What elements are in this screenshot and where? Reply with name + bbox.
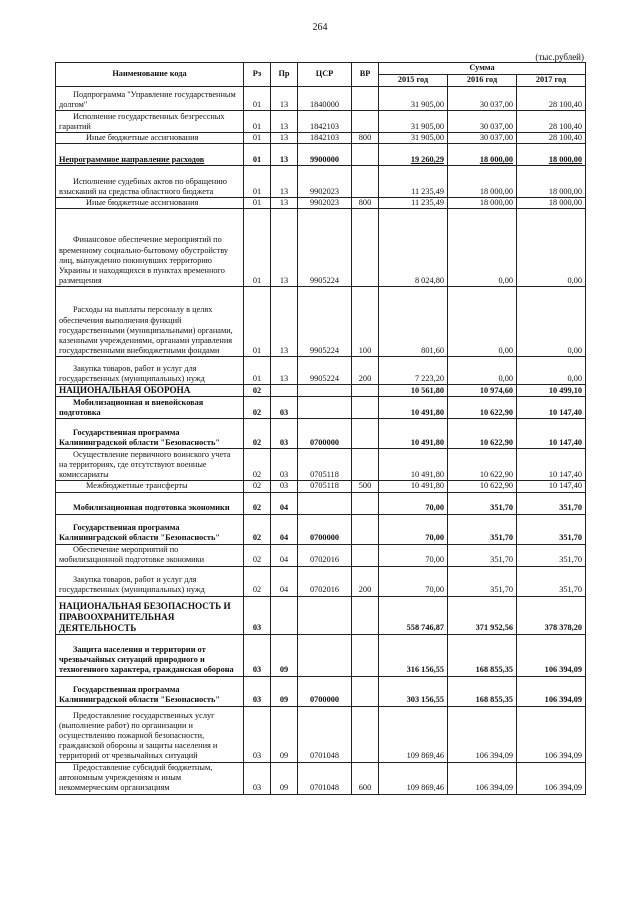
row-csr-cell: 9902023: [298, 198, 352, 209]
table-row: [56, 166, 586, 198]
row-rz-cell: 02: [244, 492, 271, 514]
row-pr-cell: 13: [271, 357, 298, 385]
header-name: Наименование кода: [56, 63, 244, 87]
row-vr-cell: [352, 397, 379, 419]
row-name-cell: Государственная программа Калининградской области "Безопасность": [56, 419, 244, 449]
table-row: [56, 397, 586, 419]
row-csr-cell: [298, 385, 352, 397]
row-2017-cell: 378 378,20: [517, 596, 586, 634]
row-2017-cell: 18 000,00: [517, 198, 586, 209]
row-2017-cell: 10 147,40: [517, 397, 586, 419]
table-row: [56, 144, 586, 166]
row-2017-cell: 28 100,40: [517, 87, 586, 111]
row-2017-cell: 28 100,40: [517, 133, 586, 144]
row-2016-cell: 18 000,00: [448, 198, 517, 209]
row-rz-cell: 02: [244, 514, 271, 544]
row-rz-cell: 03: [244, 706, 271, 762]
row-pr-cell: [271, 596, 298, 634]
row-2016-cell: 0,00: [448, 287, 517, 357]
row-pr-cell: 13: [271, 133, 298, 144]
page-number: 264: [312, 22, 328, 33]
row-2017-cell: 351,70: [517, 514, 586, 544]
header-2017: 2017 год: [517, 75, 586, 87]
row-vr-cell: [352, 87, 379, 111]
row-vr-cell: 600: [352, 762, 379, 794]
table-row: [56, 762, 586, 794]
row-2017-cell: 0,00: [517, 287, 586, 357]
row-name-cell: Государственная программа Калининградской области "Безопасность": [56, 514, 244, 544]
row-name-cell: Финансовое обеспечение мероприятий по временному социально-бытовому обустройству лиц, вынужденно покинувших территорию Украины и находящихся в пунктах временного размещения: [56, 209, 244, 287]
row-vr-cell: [352, 209, 379, 287]
row-2017-cell: 106 394,09: [517, 634, 586, 676]
row-rz-cell: 02: [244, 481, 271, 492]
row-rz-cell: 03: [244, 634, 271, 676]
row-2016-cell: 30 037,00: [448, 111, 517, 133]
row-csr-cell: 1842103: [298, 133, 352, 144]
row-2016-cell: 30 037,00: [448, 133, 517, 144]
header-2016: 2016 год: [448, 75, 517, 87]
row-2016-cell: 168 855,35: [448, 634, 517, 676]
row-pr-cell: 04: [271, 544, 298, 566]
header-vr: ВР: [352, 63, 379, 87]
row-pr-cell: 13: [271, 287, 298, 357]
row-rz-cell: 01: [244, 287, 271, 357]
row-name-cell: Расходы на выплаты персоналу в целях обеспечения выполнения функций государственными (муниципальными) органами, казенными учреждениями, органами управления государственными внебюджетными фондами: [56, 287, 244, 357]
row-2017-cell: 106 394,09: [517, 676, 586, 706]
row-name-cell: Мобилизационная и вневойсковая подготовка: [56, 397, 244, 419]
table-row: [56, 385, 586, 397]
table-row: [56, 566, 586, 596]
row-2015-cell: 10 491,80: [379, 419, 448, 449]
row-pr-cell: 13: [271, 144, 298, 166]
row-csr-cell: 0701048: [298, 706, 352, 762]
row-rz-cell: 03: [244, 596, 271, 634]
row-csr-cell: [298, 634, 352, 676]
row-csr-cell: 0700000: [298, 419, 352, 449]
row-csr-cell: 0702016: [298, 544, 352, 566]
row-2016-cell: 0,00: [448, 357, 517, 385]
row-vr-cell: [352, 111, 379, 133]
header-pr: Пр: [271, 63, 298, 87]
table-row: [56, 111, 586, 133]
row-pr-cell: 13: [271, 198, 298, 209]
table-row: [56, 357, 586, 385]
row-rz-cell: 03: [244, 676, 271, 706]
table-row: [56, 419, 586, 449]
row-csr-cell: 0705118: [298, 481, 352, 492]
row-pr-cell: 13: [271, 209, 298, 287]
row-vr-cell: [352, 144, 379, 166]
row-rz-cell: 01: [244, 357, 271, 385]
row-2015-cell: 8 024,80: [379, 209, 448, 287]
row-name-cell: Иные бюджетные ассигнования: [56, 198, 244, 209]
row-name-cell: Закупка товаров, работ и услуг для государственных (муниципальных) нужд: [56, 566, 244, 596]
row-2015-cell: 70,00: [379, 492, 448, 514]
row-2015-cell: 19 260,29: [379, 144, 448, 166]
row-pr-cell: 13: [271, 111, 298, 133]
row-csr-cell: 9905224: [298, 287, 352, 357]
row-2015-cell: 31 905,00: [379, 87, 448, 111]
row-name-cell: Государственная программа Калининградской области "Безопасность": [56, 676, 244, 706]
row-2017-cell: 28 100,40: [517, 111, 586, 133]
row-vr-cell: [352, 449, 379, 481]
row-2015-cell: 10 491,80: [379, 449, 448, 481]
row-pr-cell: 09: [271, 706, 298, 762]
row-2017-cell: 351,70: [517, 544, 586, 566]
row-2016-cell: 10 622,90: [448, 419, 517, 449]
row-2015-cell: 10 491,80: [379, 481, 448, 492]
row-2015-cell: 70,00: [379, 544, 448, 566]
row-2017-cell: 0,00: [517, 209, 586, 287]
row-csr-cell: 0701048: [298, 762, 352, 794]
row-pr-cell: 03: [271, 449, 298, 481]
row-2016-cell: 30 037,00: [448, 87, 517, 111]
row-2017-cell: 10 499,10: [517, 385, 586, 397]
row-2017-cell: 106 394,09: [517, 762, 586, 794]
row-name-cell: Закупка товаров, работ и услуг для государственных (муниципальных) нужд: [56, 357, 244, 385]
row-2015-cell: 303 156,55: [379, 676, 448, 706]
row-csr-cell: [298, 397, 352, 419]
row-2015-cell: 558 746,87: [379, 596, 448, 634]
row-vr-cell: 800: [352, 133, 379, 144]
row-name-cell: Подпрограмма "Управление государственным долгом": [56, 87, 244, 111]
row-name-cell: Межбюджетные трансферты: [56, 481, 244, 492]
row-name-cell: Мобилизационная подготовка экономики: [56, 492, 244, 514]
row-vr-cell: [352, 596, 379, 634]
table-row: [56, 596, 586, 634]
row-2016-cell: 351,70: [448, 544, 517, 566]
row-2015-cell: 801,60: [379, 287, 448, 357]
row-2017-cell: 10 147,40: [517, 449, 586, 481]
row-pr-cell: [271, 385, 298, 397]
row-vr-cell: [352, 676, 379, 706]
row-2017-cell: 106 394,09: [517, 706, 586, 762]
row-csr-cell: 0700000: [298, 676, 352, 706]
row-csr-cell: [298, 492, 352, 514]
row-name-cell: Исполнение государственных безгрессных гарантий: [56, 111, 244, 133]
table-row: [56, 449, 586, 481]
row-rz-cell: 01: [244, 133, 271, 144]
table-row: [56, 706, 586, 762]
row-vr-cell: [352, 706, 379, 762]
row-csr-cell: [298, 596, 352, 634]
row-csr-cell: 9905224: [298, 209, 352, 287]
row-name-cell: Предоставление государственных услуг (выполнение работ) по организации и осуществлению пожарной безопасности, гражданской обороны и защиты населения и территорий от чрезвычайных ситуаций: [56, 706, 244, 762]
row-name-cell: Непрограммное направление расходов: [56, 144, 244, 166]
row-2016-cell: 351,70: [448, 566, 517, 596]
header-csr: ЦСР: [298, 63, 352, 87]
row-rz-cell: 01: [244, 209, 271, 287]
row-2016-cell: 351,70: [448, 492, 517, 514]
row-rz-cell: 01: [244, 198, 271, 209]
row-rz-cell: 02: [244, 449, 271, 481]
row-csr-cell: 1842103: [298, 111, 352, 133]
row-name-cell: Иные бюджетные ассигнования: [56, 133, 244, 144]
row-pr-cell: 04: [271, 492, 298, 514]
unit-note: (тыс.рублей): [535, 52, 584, 62]
table-row: [56, 287, 586, 357]
table-body: [56, 87, 586, 795]
row-rz-cell: 01: [244, 87, 271, 111]
row-csr-cell: 9902023: [298, 166, 352, 198]
header-sum: Сумма: [379, 63, 586, 75]
row-2015-cell: 10 491,80: [379, 397, 448, 419]
row-2017-cell: 0,00: [517, 357, 586, 385]
row-2016-cell: 10 974,60: [448, 385, 517, 397]
row-2015-cell: 31 905,00: [379, 133, 448, 144]
row-2015-cell: 316 156,55: [379, 634, 448, 676]
table-row: [56, 492, 586, 514]
row-vr-cell: 800: [352, 198, 379, 209]
row-vr-cell: 200: [352, 566, 379, 596]
table-row: [56, 676, 586, 706]
row-2016-cell: 18 000,00: [448, 166, 517, 198]
row-pr-cell: 04: [271, 566, 298, 596]
table-row: [56, 209, 586, 287]
table-row: [56, 133, 586, 144]
row-2016-cell: 168 855,35: [448, 676, 517, 706]
row-2016-cell: 106 394,09: [448, 762, 517, 794]
row-pr-cell: 03: [271, 481, 298, 492]
row-vr-cell: [352, 166, 379, 198]
table-row: [56, 198, 586, 209]
row-rz-cell: 02: [244, 419, 271, 449]
row-2016-cell: 10 622,90: [448, 397, 517, 419]
row-name-cell: Осуществление первичного воинского учета на территориях, где отсутствуют военные комиссариаты: [56, 449, 244, 481]
table-row: [56, 481, 586, 492]
row-vr-cell: [352, 385, 379, 397]
row-name-cell: Предоставление субсидий бюджетным, автономным учреждениям и иным некоммерческим организациям: [56, 762, 244, 794]
budget-table: [55, 62, 586, 795]
row-2015-cell: 109 869,46: [379, 706, 448, 762]
row-pr-cell: 09: [271, 634, 298, 676]
row-rz-cell: 02: [244, 397, 271, 419]
row-name-cell: Исполнение судебных актов по обращению взысканий на средства областного бюджета: [56, 166, 244, 198]
row-vr-cell: 500: [352, 481, 379, 492]
row-2015-cell: 11 235,49: [379, 166, 448, 198]
row-2015-cell: 11 235,49: [379, 198, 448, 209]
row-2017-cell: 10 147,40: [517, 481, 586, 492]
row-2015-cell: 31 905,00: [379, 111, 448, 133]
row-2015-cell: 10 561,80: [379, 385, 448, 397]
row-name-cell: НАЦИОНАЛЬНАЯ ОБОРОНА: [56, 385, 244, 397]
row-vr-cell: [352, 492, 379, 514]
table-row: [56, 544, 586, 566]
header-rz: Рз: [244, 63, 271, 87]
row-2015-cell: 70,00: [379, 566, 448, 596]
row-2015-cell: 70,00: [379, 514, 448, 544]
row-vr-cell: [352, 514, 379, 544]
row-name-cell: Защита населения и территории от чрезвычайных ситуаций природного и техногенного характера, гражданская оборона: [56, 634, 244, 676]
row-vr-cell: 100: [352, 287, 379, 357]
row-2017-cell: 18 000,00: [517, 144, 586, 166]
row-vr-cell: [352, 419, 379, 449]
row-pr-cell: 03: [271, 419, 298, 449]
row-rz-cell: 01: [244, 166, 271, 198]
row-csr-cell: 9905224: [298, 357, 352, 385]
row-csr-cell: 1840000: [298, 87, 352, 111]
row-2015-cell: 109 869,46: [379, 762, 448, 794]
row-csr-cell: 0702016: [298, 566, 352, 596]
row-pr-cell: 03: [271, 397, 298, 419]
row-vr-cell: [352, 544, 379, 566]
row-csr-cell: 0700000: [298, 514, 352, 544]
row-2017-cell: 351,70: [517, 566, 586, 596]
row-rz-cell: 02: [244, 385, 271, 397]
row-2017-cell: 18 000,00: [517, 166, 586, 198]
row-2016-cell: 351,70: [448, 514, 517, 544]
row-rz-cell: 02: [244, 566, 271, 596]
row-2015-cell: 7 223,20: [379, 357, 448, 385]
row-vr-cell: 200: [352, 357, 379, 385]
row-2016-cell: 10 622,90: [448, 449, 517, 481]
row-vr-cell: [352, 634, 379, 676]
row-rz-cell: 01: [244, 111, 271, 133]
row-name-cell: НАЦИОНАЛЬНАЯ БЕЗОПАСНОСТЬ И ПРАВООХРАНИТЕЛЬНАЯ ДЕЯТЕЛЬНОСТЬ: [56, 596, 244, 634]
row-2016-cell: 106 394,09: [448, 706, 517, 762]
table-row: [56, 634, 586, 676]
row-rz-cell: 02: [244, 544, 271, 566]
row-2017-cell: 10 147,40: [517, 419, 586, 449]
row-csr-cell: 9900000: [298, 144, 352, 166]
row-pr-cell: 09: [271, 676, 298, 706]
row-2016-cell: 10 622,90: [448, 481, 517, 492]
row-2017-cell: 351,70: [517, 492, 586, 514]
row-pr-cell: 04: [271, 514, 298, 544]
row-2016-cell: 0,00: [448, 209, 517, 287]
row-rz-cell: 03: [244, 762, 271, 794]
row-2016-cell: 371 952,56: [448, 596, 517, 634]
row-csr-cell: 0705118: [298, 449, 352, 481]
row-pr-cell: 13: [271, 166, 298, 198]
table-row: [56, 87, 586, 111]
table-row: [56, 514, 586, 544]
row-pr-cell: 13: [271, 87, 298, 111]
row-2016-cell: 18 000,00: [448, 144, 517, 166]
row-pr-cell: 09: [271, 762, 298, 794]
row-rz-cell: 01: [244, 144, 271, 166]
header-2015: 2015 год: [379, 75, 448, 87]
row-name-cell: Обеспечение мероприятий по мобилизационной подготовке экономики: [56, 544, 244, 566]
